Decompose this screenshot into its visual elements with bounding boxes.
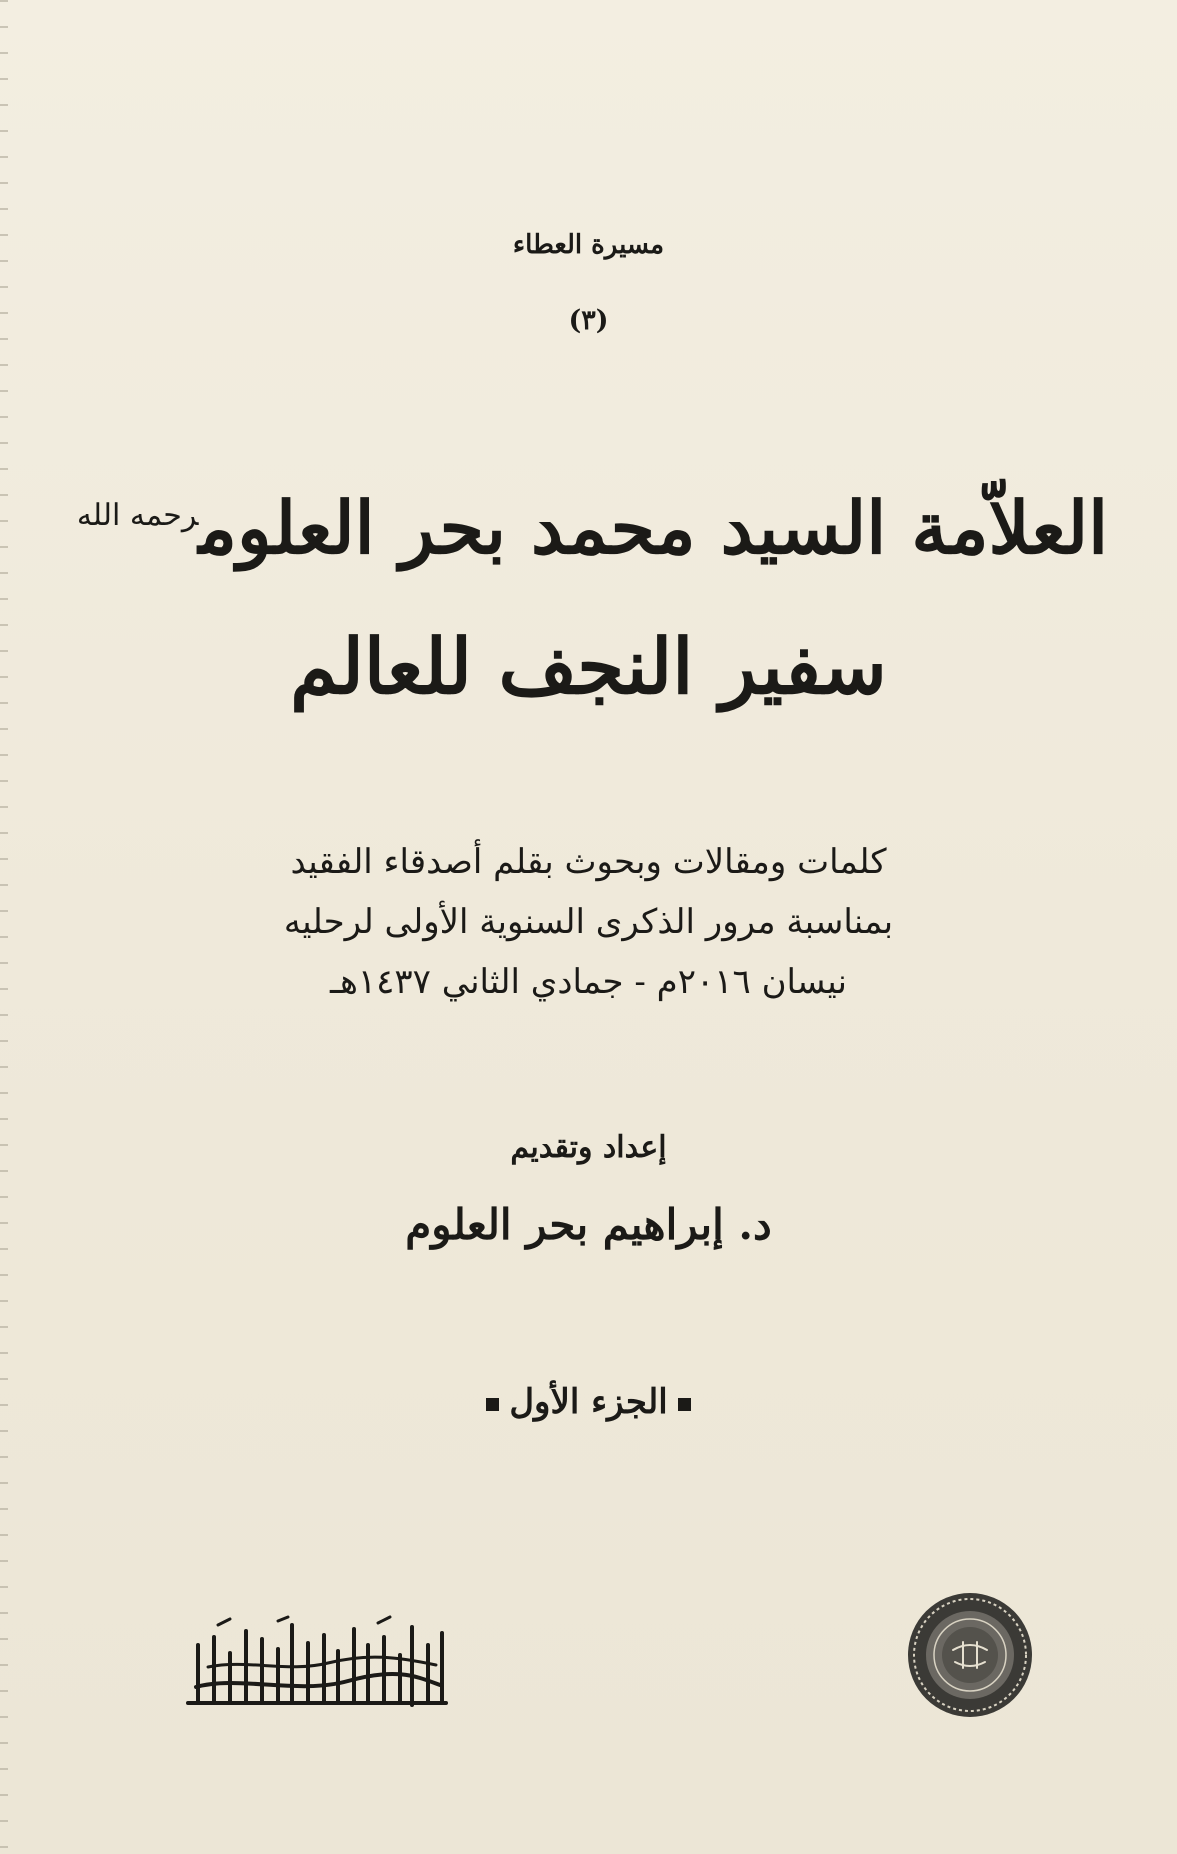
seal-emblem <box>905 1590 1035 1720</box>
description <box>0 832 1177 1012</box>
author-name: د. إبراهيم بحر العلوم <box>405 1200 772 1249</box>
description-line-2: بمناسبة مرور الذكرى السنوية الأولى لرحليه <box>283 902 894 942</box>
subtitle: سفير النجف للعالم <box>290 622 887 711</box>
description-line-3: نيسان ٢٠١٦م - جمادي الثاني ١٤٣٧هـ <box>330 962 847 1002</box>
square-bullet-icon <box>678 1398 691 1411</box>
honorific: رحمه الله <box>76 498 199 533</box>
square-bullet-icon <box>486 1398 499 1411</box>
volume-label <box>0 1382 1177 1422</box>
main-title-text: العلاّمة السيد محمد بحر العلوم <box>198 485 1109 570</box>
volume-text: الجزء الأول <box>509 1382 668 1422</box>
series-number: (٣) <box>568 305 609 336</box>
description-line-1: كلمات ومقالات وبحوث بقلم أصدقاء الفقيد <box>290 842 887 882</box>
preparation-label: إعداد وتقديم <box>510 1130 667 1165</box>
publisher-logo <box>178 1615 450 1715</box>
main-title <box>0 485 1177 570</box>
series-title: مسيرة العطاء <box>512 230 665 260</box>
